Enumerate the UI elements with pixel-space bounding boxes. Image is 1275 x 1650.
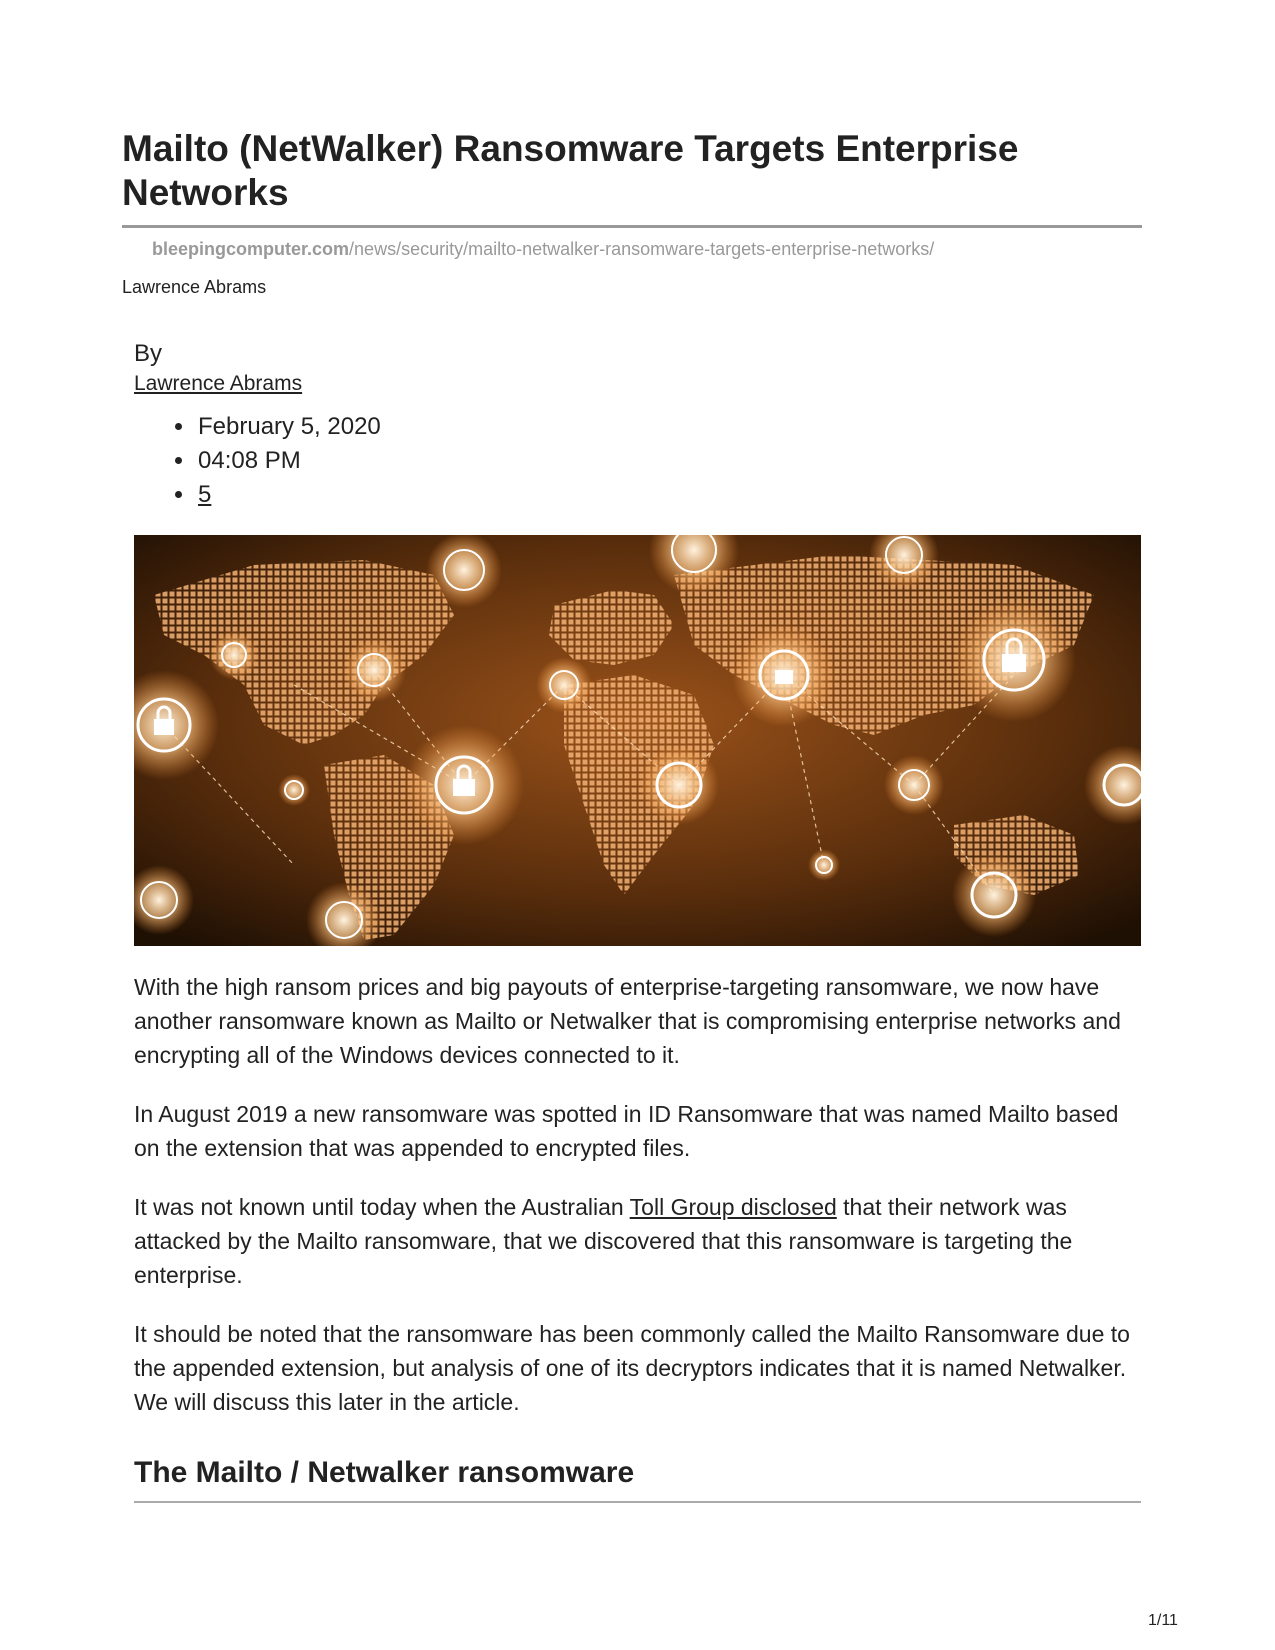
title-divider	[122, 225, 1142, 228]
toll-group-disclosed-link[interactable]: Toll Group disclosed	[629, 1194, 837, 1220]
article-paragraph: In August 2019 a new ransomware was spotted in ID Ransomware that was named Mailto based on the extension that was appended to encrypted files.	[134, 1101, 1119, 1161]
source-path: /news/security/mailto-netwalker-ransomware-targets-enterprise-networks/	[349, 239, 935, 259]
byline-author-link[interactable]: Lawrence Abrams	[134, 372, 303, 395]
source-domain: bleepingcomputer.com	[152, 239, 350, 259]
author-name: Lawrence Abrams	[122, 277, 267, 297]
page-title: Mailto (NetWalker) Ransomware Targets Enterprise Networks	[122, 128, 1019, 213]
article-paragraph	[134, 1190, 1144, 1292]
publish-time: • 04:08 PM	[196, 444, 381, 478]
by-label: By	[134, 340, 163, 367]
source-url[interactable]	[152, 239, 934, 260]
section-divider	[134, 1501, 1141, 1503]
article-meta-list	[170, 410, 381, 512]
comments-count-item	[196, 478, 381, 512]
comments-count-link[interactable]: 5	[198, 481, 212, 508]
world-map-padlock-network-image	[134, 535, 1141, 946]
paragraph-text: that their network was attacked by the Mailto ransomware, that we discovered that this ransomware is targeting the enterprise.	[134, 1194, 1073, 1288]
article-paragraph: It should be noted that the ransomware has been commonly called the Mailto Ransomware due to the appended extension, but analysis of one of its decryptors indicates that it is named Netwalker. We will discuss this later in the article.	[134, 1321, 1130, 1415]
paragraph-text: It was not known until today when the Australian	[134, 1194, 630, 1220]
section-heading: The Mailto / Netwalker ransomware	[134, 1456, 635, 1489]
page-number: 1/11	[1148, 1612, 1178, 1629]
article-paragraph: With the high ransom prices and big payouts of enterprise-targeting ransomware, we now have another ransomware known as Mailto or Netwalker that is compromising enterprise networks and encrypting all of the Windows devices connected to it.	[134, 974, 1121, 1068]
publish-date: • February 5, 2020	[196, 410, 381, 444]
